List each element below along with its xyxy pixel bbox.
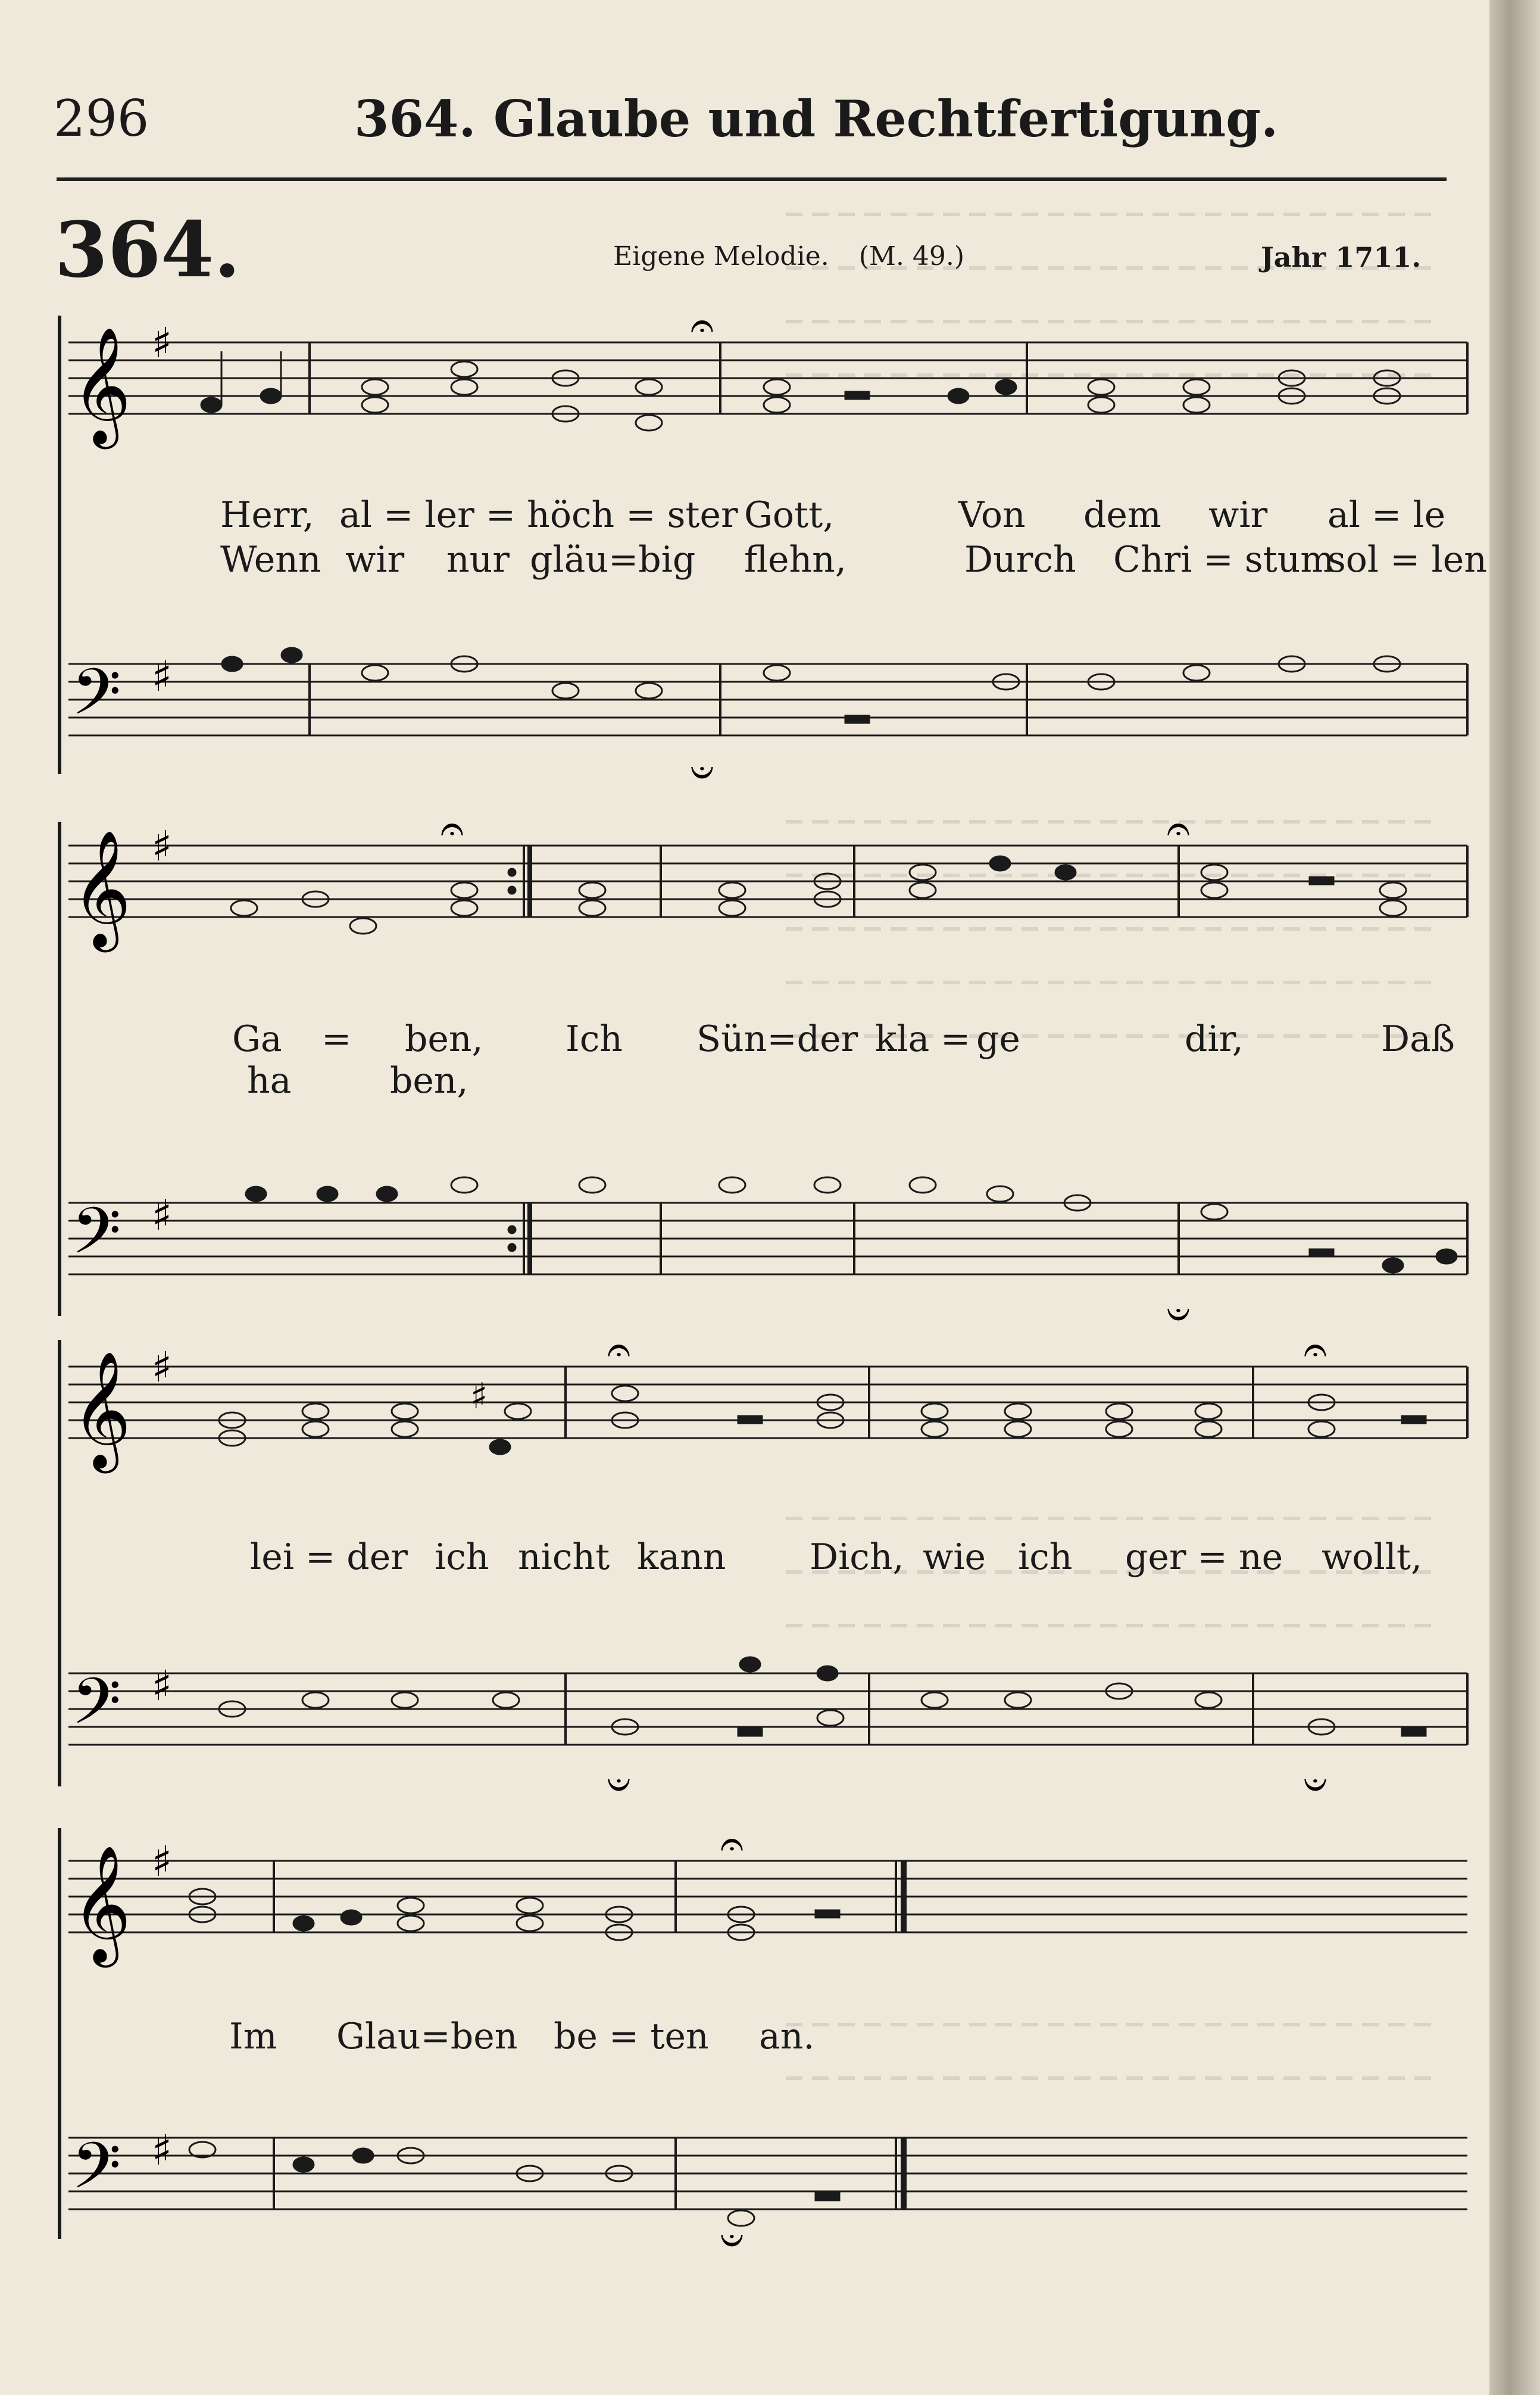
syllable: ben, [390, 1060, 468, 1102]
bass-clef-icon: 𝄢 [71, 654, 121, 745]
syllable: gläu=big [530, 539, 696, 581]
fermata-icon: 𝄑 [720, 2215, 744, 2257]
syllable: ben, [405, 1018, 483, 1060]
sharp-icon: ♯ [152, 652, 172, 701]
sharp-icon: ♯ [152, 1191, 172, 1240]
syllable: flehn, [744, 539, 846, 581]
sharp-icon: ♯ [470, 1376, 488, 1417]
music-system-3 [54, 1340, 1470, 1804]
bass-clef-icon: 𝄢 [71, 1193, 121, 1284]
fermata-icon: 𝄑 [1304, 1760, 1327, 1804]
syllable: wir [345, 539, 405, 581]
syllable: ich [1018, 1536, 1073, 1578]
syllable: Dich, [810, 1536, 904, 1578]
syllable: dir, [1185, 1018, 1244, 1060]
treble-clef-icon: 𝄞 [71, 1845, 132, 1963]
sharp-icon: ♯ [152, 2126, 172, 2175]
page-number: 296 [54, 89, 149, 148]
fermata-icon: 𝄑 [691, 747, 714, 792]
notes-system-4 [189, 1889, 839, 2226]
bass-clef-icon: 𝄢 [71, 1664, 121, 1754]
syllable: Ga [232, 1018, 282, 1060]
fermata-icon: 𝄐 [691, 316, 714, 350]
syllable: ge [976, 1018, 1020, 1060]
syllable: ich [435, 1536, 489, 1578]
sharp-icon: ♯ [152, 1343, 172, 1392]
melody-label: Eigene Melodie. [613, 241, 829, 272]
syllable: ger = ne [1125, 1536, 1283, 1578]
sharp-icon: ♯ [152, 1837, 172, 1886]
treble-clef-icon: 𝄞 [71, 1351, 132, 1468]
fermata-icon: 𝄐 [1304, 1340, 1327, 1374]
syllable: dem [1083, 494, 1161, 536]
syllable: Ich [566, 1018, 623, 1060]
syllable: wollt, [1322, 1536, 1423, 1578]
melody-info [613, 241, 964, 272]
syllable: be = ten [554, 2016, 709, 2057]
syllable: kann [637, 1536, 726, 1578]
syllable: Daß [1381, 1018, 1455, 1060]
treble-clef-icon: 𝄞 [71, 829, 132, 947]
sharp-icon: ♯ [152, 319, 172, 367]
syllable: an. [759, 2016, 815, 2057]
syllable: = [321, 1018, 352, 1060]
syllable: wir [1208, 494, 1268, 536]
running-title: 364. Glaube und Rechtfertigung. [354, 89, 1279, 148]
syllable: Wenn [220, 539, 321, 581]
syllable: al = ler = höch = ster [339, 494, 738, 536]
fermata-icon: 𝄑 [1167, 1289, 1190, 1334]
bass-clef-icon: 𝄢 [71, 2128, 121, 2219]
sharp-icon: ♯ [152, 1661, 172, 1710]
music-system-4 [54, 1828, 1470, 2257]
syllable: nur [446, 539, 510, 581]
hymn-year: Jahr 1711. [1261, 241, 1422, 273]
syllable: Von [958, 494, 1026, 536]
syllable: ha [247, 1060, 292, 1102]
syllable: sol = len [1327, 539, 1487, 581]
melody-reference: (M. 49.) [858, 241, 965, 272]
syllable: Glau=ben [336, 2016, 518, 2057]
syllable: Im [229, 2016, 277, 2057]
syllable: = [941, 1018, 971, 1060]
fermata-icon: 𝄐 [720, 1828, 744, 1868]
sharp-icon: ♯ [152, 822, 172, 871]
syllable: Durch [964, 539, 1076, 581]
header-rule [57, 177, 1447, 181]
fermata-icon: 𝄐 [1167, 822, 1190, 853]
syllable: al = le [1327, 494, 1446, 536]
syllable: Chri = stum [1113, 539, 1335, 581]
music-system-2 [54, 822, 1470, 1334]
fermata-icon: 𝄐 [607, 1340, 630, 1374]
fermata-icon: 𝄐 [441, 822, 464, 853]
syllable: kla [875, 1018, 930, 1060]
hymn-number: 364. [55, 205, 240, 295]
book-binding-shadow [1489, 0, 1540, 2395]
syllable: Gott, [744, 494, 835, 536]
syllable: lei = der [250, 1536, 408, 1578]
syllable: nicht [518, 1536, 610, 1578]
page-header [54, 89, 1458, 155]
syllable: wie [923, 1536, 986, 1578]
syllable: Herr, [220, 494, 314, 536]
treble-clef-icon: 𝄞 [71, 326, 132, 444]
notes-system-1 [201, 351, 1400, 723]
music-system-1 [54, 316, 1487, 792]
fermata-icon: 𝄑 [607, 1760, 630, 1804]
syllable: Sün=der [696, 1018, 858, 1060]
